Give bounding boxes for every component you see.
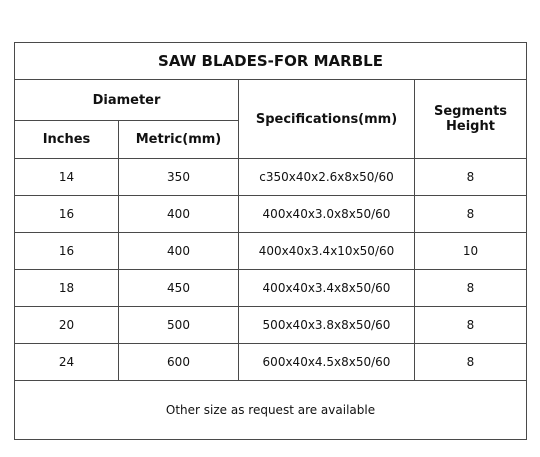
table-row [15,196,527,233]
metric-cell: 450 [119,270,239,307]
specifications-header: Specifications(mm) [239,80,415,159]
inches-cell: 16 [15,233,119,270]
spec-cell: 400x40x3.4x8x50/60 [239,270,415,307]
table-row [15,307,527,344]
table-title: SAW BLADES-FOR MARBLE [15,43,527,80]
inches-cell: 18 [15,270,119,307]
metric-cell: 600 [119,344,239,381]
height-cell: 8 [415,159,527,196]
inches-cell: 24 [15,344,119,381]
spec-cell: 600x40x4.5x8x50/60 [239,344,415,381]
height-cell: 8 [415,344,527,381]
metric-cell: 350 [119,159,239,196]
saw-blades-table [14,42,527,440]
inches-cell: 16 [15,196,119,233]
height-cell: 8 [415,307,527,344]
height-cell: 8 [415,270,527,307]
metric-cell: 400 [119,196,239,233]
spec-cell: 400x40x3.4x10x50/60 [239,233,415,270]
metric-header: Metric(mm) [119,121,239,159]
table-row [15,270,527,307]
metric-cell: 400 [119,233,239,270]
inches-cell: 20 [15,307,119,344]
table-row [15,233,527,270]
inches-cell: 14 [15,159,119,196]
segments-header-line2: Height [446,119,495,134]
table-row [15,159,527,196]
spec-cell: 500x40x3.8x8x50/60 [239,307,415,344]
segments-header-line1: Segments [433,104,508,119]
height-cell: 8 [415,196,527,233]
diameter-header: Diameter [15,80,239,121]
availability-note: Other size as request are available [15,381,527,440]
metric-cell: 500 [119,307,239,344]
spec-cell: 400x40x3.0x8x50/60 [239,196,415,233]
spec-cell: c350x40x2.6x8x50/60 [239,159,415,196]
height-cell: 10 [415,233,527,270]
segments-height-header [415,80,527,159]
table-row [15,344,527,381]
inches-header: Inches [15,121,119,159]
